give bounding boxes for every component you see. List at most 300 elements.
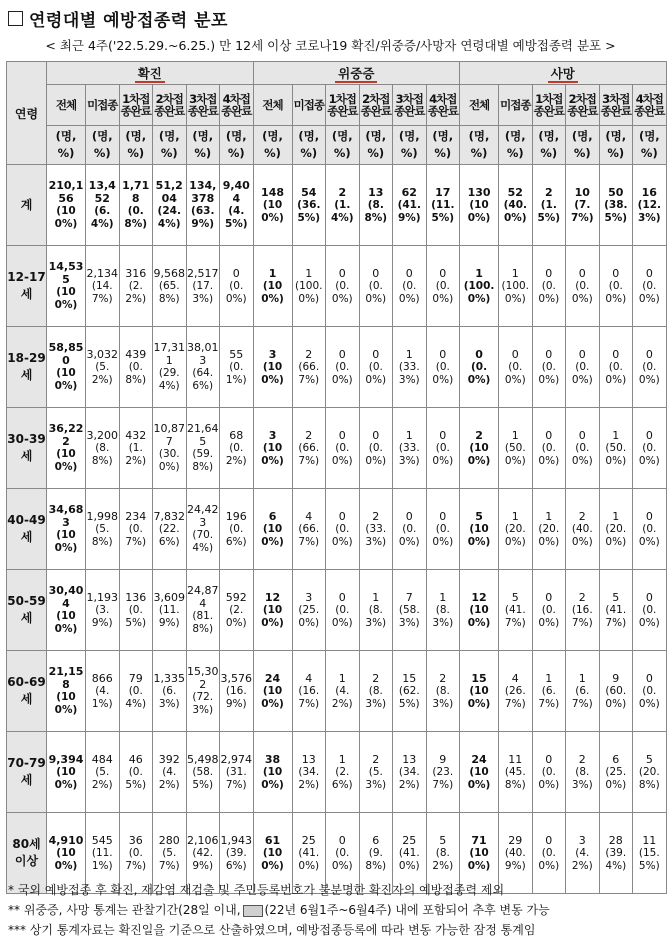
table-cell xyxy=(186,570,220,651)
cell-count: 3,576 xyxy=(220,671,253,685)
table-cell xyxy=(292,732,326,813)
cell-percent: (100%) xyxy=(261,441,284,467)
cell-percent: (14.7%) xyxy=(91,279,113,305)
cell-percent: (2.0%) xyxy=(225,603,247,629)
cell-percent: (0.0%) xyxy=(365,279,387,305)
age-group-label: 계 xyxy=(7,165,47,246)
cell-percent: (0.0%) xyxy=(638,522,660,548)
cell-count: 0 xyxy=(545,752,553,766)
cell-percent: (0.5%) xyxy=(125,765,147,791)
cell-percent: (29.4%) xyxy=(158,367,180,392)
cell-percent: (58.5%) xyxy=(192,765,214,791)
table-cell xyxy=(393,246,427,327)
sub-header: 4차접종완료 xyxy=(633,85,667,126)
table-cell xyxy=(460,246,499,327)
cell-percent: (100%) xyxy=(54,448,78,473)
group-header-label: 확진 xyxy=(135,66,165,83)
table-cell xyxy=(460,732,499,813)
cell-percent: (40.0%) xyxy=(503,198,527,224)
table-cell xyxy=(326,246,360,327)
cell-percent: (63.9%) xyxy=(191,205,215,230)
footnote-1: * 국외 예방접종 후 확진, 재감염 재검출 및 주민등록번호가 불분명한 확진자의 예방접종력 제외 xyxy=(8,883,505,897)
cell-percent: (62.5%) xyxy=(398,684,420,710)
cell-percent: (3.9%) xyxy=(91,603,113,629)
cell-percent: (100%) xyxy=(261,360,284,386)
cell-count: 592 xyxy=(225,590,247,604)
table-cell xyxy=(633,165,667,246)
cell-percent: (20.8%) xyxy=(638,765,660,791)
cell-count: 5 xyxy=(612,590,620,604)
cell-percent: (0.0%) xyxy=(365,441,387,467)
age-group-label: 12-17세 xyxy=(7,246,47,327)
age-group-label: 60-69세 xyxy=(7,651,47,732)
table-cell xyxy=(532,246,566,327)
cell-percent: (8.3%) xyxy=(365,684,387,710)
cell-percent: (1.2%) xyxy=(125,441,147,467)
table-cell xyxy=(599,489,633,570)
cell-count: 2 xyxy=(372,752,380,766)
cell-percent: (64.6%) xyxy=(192,367,214,392)
cell-percent: (20.0%) xyxy=(538,522,560,548)
cell-percent: (25.0%) xyxy=(298,603,320,629)
table-row xyxy=(7,165,667,246)
cell-count: 0 xyxy=(372,428,380,442)
cell-percent: (34.2%) xyxy=(298,765,320,791)
cell-percent: (100%) xyxy=(54,765,78,791)
cell-percent: (16.9%) xyxy=(225,684,247,710)
cell-count: 12 xyxy=(471,590,487,604)
cell-count: 1 xyxy=(475,266,483,280)
cell-count: 52 xyxy=(507,185,523,199)
cell-count: 2,517 xyxy=(187,266,219,280)
cell-count: 25 xyxy=(301,833,316,847)
cell-percent: (6.3%) xyxy=(158,684,180,710)
cell-percent: (0.0%) xyxy=(467,360,491,386)
table-cell xyxy=(153,570,187,651)
cell-count: 0 xyxy=(475,347,483,361)
cell-percent: (100%) xyxy=(54,610,78,635)
cell-percent: (12.3%) xyxy=(637,198,662,224)
cell-count: 0 xyxy=(578,428,586,442)
cell-percent: (0.7%) xyxy=(125,846,147,872)
cell-count: 1 xyxy=(612,509,620,523)
table-cell xyxy=(86,408,120,489)
age-group-label: 50-59세 xyxy=(7,570,47,651)
cell-percent: (81.8%) xyxy=(192,610,214,635)
cell-count: 11 xyxy=(642,833,657,847)
cell-count: 0 xyxy=(545,590,553,604)
cell-count: 1,998 xyxy=(86,509,118,523)
group-header-label: 사망 xyxy=(548,66,578,83)
cell-percent: (100%) xyxy=(54,286,78,311)
cell-count: 10,877 xyxy=(153,422,185,448)
table-cell xyxy=(499,732,533,813)
age-group-label: 70-79세 xyxy=(7,732,47,813)
table-cell xyxy=(532,570,566,651)
unit-header: (명, %) xyxy=(460,126,499,165)
cell-count: 4 xyxy=(305,509,313,523)
cell-count: 3,609 xyxy=(153,590,185,604)
table-cell xyxy=(186,327,220,408)
cell-percent: (58.3%) xyxy=(398,603,420,629)
cell-percent: (0.0%) xyxy=(432,360,454,386)
cell-count: 50 xyxy=(608,185,624,199)
cell-percent: (0.1%) xyxy=(225,360,247,386)
table-cell xyxy=(359,570,393,651)
cell-count: 62 xyxy=(401,185,417,199)
unit-header: (명, %) xyxy=(532,126,566,165)
cell-count: 1 xyxy=(511,509,519,523)
cell-count: 24,423 xyxy=(187,503,219,529)
cell-percent: (16.7%) xyxy=(571,603,593,629)
cell-count: 15,302 xyxy=(187,665,219,691)
cell-count: 484 xyxy=(91,752,113,766)
cell-percent: (100%) xyxy=(261,603,284,629)
cell-count: 36 xyxy=(128,833,143,847)
cell-count: 1 xyxy=(578,671,586,685)
cell-percent: (0.0%) xyxy=(331,360,353,386)
cell-percent: (7.7%) xyxy=(570,198,594,224)
table-cell xyxy=(326,651,360,732)
table-cell xyxy=(633,408,667,489)
table-cell xyxy=(532,489,566,570)
cell-percent: (100.0%) xyxy=(295,279,323,305)
cell-percent: (1.5%) xyxy=(537,198,561,224)
cell-count: 432 xyxy=(125,428,147,442)
cell-count: 0 xyxy=(612,347,620,361)
table-cell xyxy=(633,327,667,408)
cell-count: 24,874 xyxy=(187,584,219,610)
cell-count: 2 xyxy=(475,428,483,442)
cell-percent: (0.8%) xyxy=(124,205,148,230)
table-cell xyxy=(186,651,220,732)
cell-percent: (0.0%) xyxy=(398,522,420,548)
cell-percent: (100%) xyxy=(54,367,78,392)
cell-percent: (8.3%) xyxy=(571,765,593,791)
cell-count: 545 xyxy=(91,833,113,847)
cell-count: 316 xyxy=(125,266,147,280)
table-cell xyxy=(566,327,600,408)
table-cell xyxy=(86,732,120,813)
cell-percent: (4.1%) xyxy=(91,684,113,710)
cell-percent: (50.0%) xyxy=(504,441,526,467)
table-cell xyxy=(47,165,86,246)
cell-count: 21,158 xyxy=(48,665,84,691)
table-cell xyxy=(359,651,393,732)
cell-count: 136 xyxy=(125,590,147,604)
cell-percent: (45.8%) xyxy=(504,765,526,791)
unit-header: (명, %) xyxy=(393,126,427,165)
cell-percent: (100%) xyxy=(54,691,78,716)
table-row xyxy=(7,408,667,489)
cell-count: 13,452 xyxy=(88,179,116,205)
table-cell xyxy=(253,246,292,327)
sub-header: 1차접종완료 xyxy=(119,85,153,126)
table-cell xyxy=(359,408,393,489)
cell-percent: (1.4%) xyxy=(330,198,354,224)
cell-percent: (0.0%) xyxy=(638,279,660,305)
table-cell xyxy=(393,651,427,732)
table-cell xyxy=(460,327,499,408)
cell-count: 1 xyxy=(338,671,346,685)
table-cell xyxy=(253,732,292,813)
table-cell xyxy=(153,732,187,813)
cell-count: 13 xyxy=(301,752,316,766)
cell-percent: (0.0%) xyxy=(638,603,660,629)
table-cell xyxy=(499,246,533,327)
table-cell xyxy=(566,246,600,327)
cell-percent: (0.4%) xyxy=(125,684,147,710)
unit-header: (명, %) xyxy=(119,126,153,165)
cell-count: 36,222 xyxy=(48,422,84,448)
table-cell xyxy=(47,732,86,813)
table-row xyxy=(7,246,667,327)
cell-count: 28 xyxy=(608,833,623,847)
table-cell xyxy=(292,165,326,246)
table-cell xyxy=(326,327,360,408)
cell-percent: (9.8%) xyxy=(365,846,387,872)
cell-count: 9 xyxy=(612,671,620,685)
cell-percent: (60.0%) xyxy=(605,684,627,710)
table-cell xyxy=(220,408,254,489)
table-cell xyxy=(220,489,254,570)
cell-count: 3 xyxy=(578,833,586,847)
cell-percent: (0.0%) xyxy=(538,441,560,467)
cell-percent: (0.0%) xyxy=(432,441,454,467)
cell-count: 2 xyxy=(338,185,347,199)
cell-count: 3 xyxy=(268,428,277,442)
unit-header: (명, %) xyxy=(633,126,667,165)
cell-count: 14,535 xyxy=(48,260,84,286)
table-cell xyxy=(599,570,633,651)
cell-percent: (100%) xyxy=(261,846,284,872)
cell-count: 234 xyxy=(125,509,147,523)
cell-percent: (11.5%) xyxy=(431,198,455,224)
cell-count: 24 xyxy=(264,671,281,685)
cell-percent: (11.9%) xyxy=(158,603,180,629)
cell-count: 0 xyxy=(232,266,240,280)
sub-header: 미접종 xyxy=(292,85,326,126)
footnote-2 xyxy=(8,900,658,920)
cell-count: 15 xyxy=(471,671,487,685)
sub-header: 미접종 xyxy=(499,85,533,126)
table-cell xyxy=(292,327,326,408)
cell-percent: (100%) xyxy=(467,846,491,872)
table-cell xyxy=(359,732,393,813)
cell-count: 11 xyxy=(508,752,523,766)
cell-count: 1 xyxy=(612,428,620,442)
unit-header: (명, %) xyxy=(86,126,120,165)
table-cell xyxy=(359,489,393,570)
cell-percent: (0.0%) xyxy=(504,360,526,386)
cell-percent: (100%) xyxy=(261,522,284,548)
cell-count: 7 xyxy=(405,590,413,604)
cell-count: 0 xyxy=(578,347,586,361)
cell-percent: (4.2%) xyxy=(331,684,353,710)
cell-percent: (0.0%) xyxy=(638,441,660,467)
cell-count: 3 xyxy=(268,347,277,361)
cell-count: 0 xyxy=(372,266,380,280)
table-cell xyxy=(153,165,187,246)
cell-percent: (0.2%) xyxy=(225,441,247,467)
cell-percent: (8.2%) xyxy=(432,846,454,872)
table-cell xyxy=(359,165,393,246)
cell-count: 148 xyxy=(261,185,285,199)
table-cell xyxy=(186,489,220,570)
cell-count: 866 xyxy=(91,671,113,685)
cell-percent: (0.0%) xyxy=(331,603,353,629)
cell-count: 1 xyxy=(511,266,519,280)
table-cell xyxy=(292,651,326,732)
table-cell xyxy=(532,732,566,813)
age-column-header: 연령 xyxy=(7,62,47,165)
cell-percent: (33.3%) xyxy=(365,522,387,548)
table-cell xyxy=(253,489,292,570)
table-cell xyxy=(633,570,667,651)
cell-count: 79 xyxy=(128,671,143,685)
footnote-2-text-a: ** 위중증, 사망 통계는 관찰기간(28일 이내, xyxy=(8,903,241,917)
table-cell xyxy=(599,651,633,732)
sub-header: 1차접종완료 xyxy=(532,85,566,126)
cell-percent: (65.8%) xyxy=(158,279,180,305)
table-cell xyxy=(119,732,153,813)
cell-percent: (39.6%) xyxy=(225,846,247,872)
table-cell xyxy=(633,651,667,732)
table-cell xyxy=(359,327,393,408)
group-header xyxy=(253,62,460,85)
cell-percent: (20.0%) xyxy=(504,522,526,548)
cell-percent: (2.2%) xyxy=(125,279,147,305)
cell-count: 1,193 xyxy=(86,590,118,604)
cell-percent: (0.0%) xyxy=(605,279,627,305)
cell-count: 1 xyxy=(268,266,277,280)
age-group-label: 40-49세 xyxy=(7,489,47,570)
cell-percent: (0.5%) xyxy=(125,603,147,629)
table-cell xyxy=(460,165,499,246)
cell-count: 0 xyxy=(338,833,346,847)
cell-percent: (5.8%) xyxy=(91,522,113,548)
table-cell xyxy=(186,165,220,246)
table-cell xyxy=(119,651,153,732)
cell-percent: (26.7%) xyxy=(504,684,526,710)
group-header-label: 위중증 xyxy=(335,66,377,83)
cell-percent: (100%) xyxy=(467,522,491,548)
table-cell xyxy=(359,246,393,327)
footnotes xyxy=(8,880,658,940)
cell-percent: (20.0%) xyxy=(605,522,627,548)
table-cell xyxy=(292,489,326,570)
cell-count: 34,683 xyxy=(48,503,84,529)
table-cell xyxy=(426,246,460,327)
table-cell xyxy=(253,651,292,732)
cell-percent: (100.0%) xyxy=(501,279,530,305)
cell-count: 0 xyxy=(338,509,346,523)
cell-count: 6 xyxy=(372,833,380,847)
cell-count: 54 xyxy=(301,185,317,199)
table-cell xyxy=(86,246,120,327)
table-cell xyxy=(532,165,566,246)
sub-header: 3차접종완료 xyxy=(393,85,427,126)
table-cell xyxy=(47,327,86,408)
table-cell xyxy=(47,246,86,327)
cell-count: 9,568 xyxy=(153,266,185,280)
cell-count: 0 xyxy=(405,266,413,280)
cell-percent: (72.3%) xyxy=(192,691,214,716)
cell-percent: (41.0%) xyxy=(398,846,420,872)
age-group-label: 18-29세 xyxy=(7,327,47,408)
cell-percent: (0.0%) xyxy=(538,765,560,791)
cell-count: 5 xyxy=(511,590,519,604)
cell-percent: (0.0%) xyxy=(605,360,627,386)
table-cell xyxy=(220,327,254,408)
cell-count: 2 xyxy=(372,509,380,523)
cell-count: 2 xyxy=(578,509,586,523)
cell-percent: (66.7%) xyxy=(298,522,320,548)
cell-percent: (0.0%) xyxy=(432,522,454,548)
cell-percent: (0.0%) xyxy=(331,279,353,305)
cell-percent: (25.0%) xyxy=(605,765,627,791)
cell-percent: (23.7%) xyxy=(432,765,454,791)
cell-percent: (0.0%) xyxy=(365,360,387,386)
cell-count: 71 xyxy=(471,833,487,847)
cell-count: 1 xyxy=(305,266,313,280)
table-cell xyxy=(426,570,460,651)
cell-percent: (100%) xyxy=(467,603,491,629)
cell-count: 1,335 xyxy=(153,671,185,685)
table-cell xyxy=(393,732,427,813)
table-cell xyxy=(566,408,600,489)
cell-count: 0 xyxy=(645,428,653,442)
cell-count: 10 xyxy=(574,185,590,199)
cell-percent: (8.3%) xyxy=(432,603,454,629)
table-cell xyxy=(253,570,292,651)
cell-percent: (41.0%) xyxy=(298,846,320,872)
cell-count: 0 xyxy=(545,428,553,442)
table-cell xyxy=(47,570,86,651)
cell-count: 0 xyxy=(545,347,553,361)
table-cell xyxy=(186,732,220,813)
cell-count: 25 xyxy=(402,833,417,847)
table-cell xyxy=(393,165,427,246)
unit-header: (명, %) xyxy=(499,126,533,165)
cell-percent: (0.8%) xyxy=(125,360,147,386)
cell-percent: (0.0%) xyxy=(398,279,420,305)
cell-percent: (100%) xyxy=(261,684,284,710)
cell-count: 6 xyxy=(612,752,620,766)
cell-count: 0 xyxy=(439,509,447,523)
cell-percent: (0.0%) xyxy=(571,360,593,386)
table-cell xyxy=(566,732,600,813)
cell-percent: (17.3%) xyxy=(192,279,214,305)
cell-percent: (33.3%) xyxy=(398,360,420,386)
cell-percent: (0.0%) xyxy=(538,360,560,386)
table-cell xyxy=(253,165,292,246)
cell-count: 2 xyxy=(439,671,447,685)
unit-header: (명, %) xyxy=(566,126,600,165)
cell-percent: (0.0%) xyxy=(331,441,353,467)
cell-percent: (4.5%) xyxy=(224,205,248,230)
table-row xyxy=(7,327,667,408)
unit-header: (명, %) xyxy=(253,126,292,165)
table-cell xyxy=(220,165,254,246)
table-cell xyxy=(426,489,460,570)
cell-count: 1 xyxy=(372,590,380,604)
cell-count: 2 xyxy=(305,347,313,361)
sub-header: 3차접종완료 xyxy=(186,85,220,126)
cell-count: 16 xyxy=(641,185,657,199)
cell-percent: (6.4%) xyxy=(90,205,114,230)
cell-count: 5 xyxy=(475,509,483,523)
